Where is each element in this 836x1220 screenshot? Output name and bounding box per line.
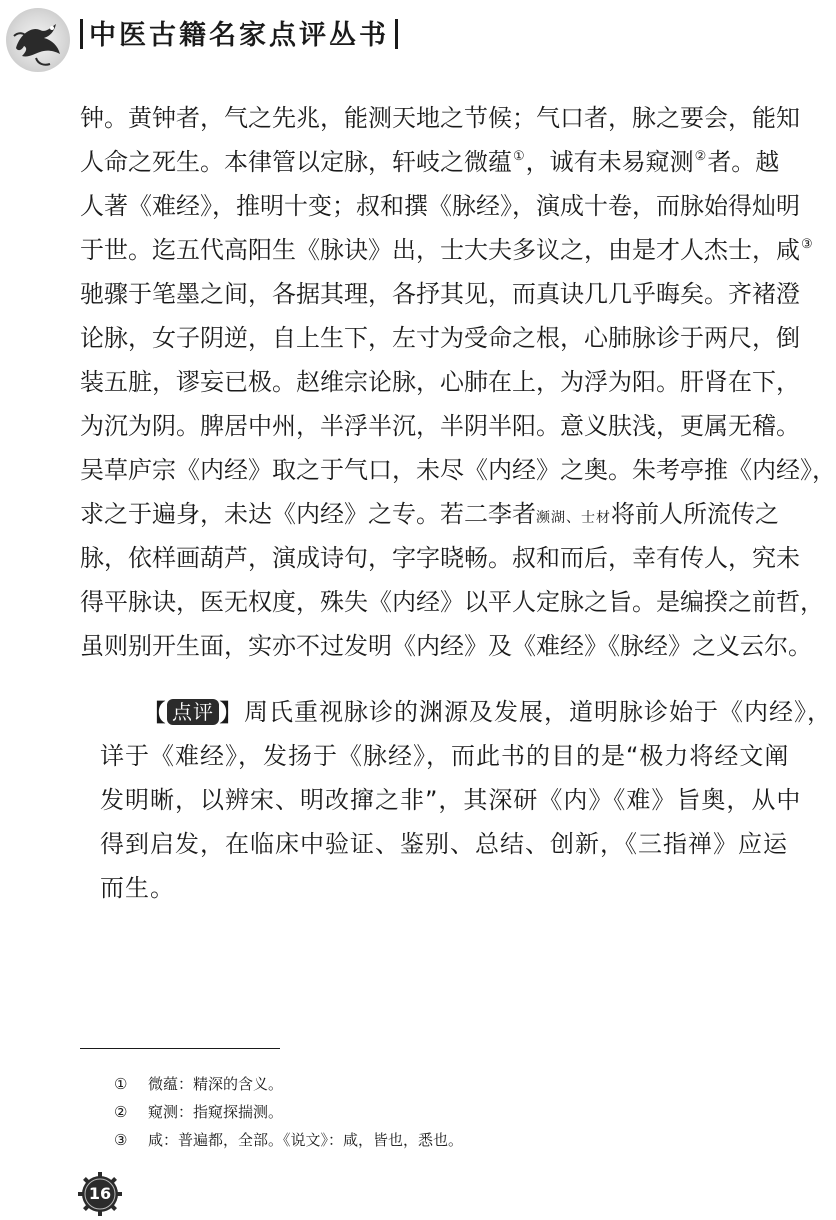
text-line: 于世。迄五代高阳生《脉诀》出，士大夫多议之，由是才人杰士，咸③ bbox=[80, 236, 813, 264]
footnote-ref[interactable]: ③ bbox=[801, 237, 813, 252]
text-line: 钟。黄钟者，气之先兆，能测天地之节候；气口者，脉之要会，能知 bbox=[80, 104, 800, 132]
text-line: 装五脏，谬妄已极。赵维宗论脉，心肺在上，为浮为阳。肝肾在下， bbox=[80, 368, 800, 396]
text-line: 得平脉诀，医无权度，殊失《内经》以平人定脉之旨。是编揆之前哲， bbox=[80, 588, 824, 616]
text-line: 虽则别开生面，实亦不过发明《内经》及《难经》《脉经》之义云尔。 bbox=[80, 632, 812, 660]
page-number: 16 bbox=[88, 1184, 112, 1203]
footnote-text: 咸：普遍都，全部。《说文》：咸，皆也，悉也。 bbox=[148, 1131, 464, 1149]
footnote-item bbox=[114, 1126, 774, 1154]
footnote-divider bbox=[80, 1048, 280, 1049]
title-bar-left bbox=[80, 19, 83, 49]
title-bar-right bbox=[395, 19, 398, 49]
footnote-mark: ③ bbox=[114, 1131, 128, 1149]
commentary-block bbox=[100, 690, 832, 910]
page-header bbox=[0, 0, 800, 80]
footnote-ref[interactable]: ② bbox=[694, 149, 707, 164]
dianping-label: 【 点评 】 bbox=[142, 699, 244, 727]
footnote-item bbox=[114, 1098, 774, 1126]
footnote-text: 窥测：指窥探揣测。 bbox=[148, 1103, 284, 1121]
footnote-ref[interactable]: ① bbox=[513, 149, 525, 164]
text-line: 为沉为阴。脾居中州，半浮半沉，半阴半阳。意义肤浅，更属无稽。 bbox=[80, 412, 800, 440]
footnote-mark: ① bbox=[114, 1075, 128, 1093]
dragon-emblem-icon bbox=[6, 8, 70, 72]
commentary-line: 【 点评 】周氏重视脉诊的渊源及发展，道明脉诊始于《内经》， bbox=[142, 690, 790, 734]
text-line: 人命之死生。本律管以定脉，轩岐之微蕴①，诚有未易窥测②者。越 bbox=[80, 148, 780, 176]
footnotes bbox=[114, 1070, 774, 1154]
commentary-line: 发明晰，以辨宋、明改撺之非”，其深研《内》《难》旨奥，从中 bbox=[100, 786, 802, 814]
text-line: 求之于遍身，未达《内经》之专。若二李者濒湖、士材将前人所流传之 bbox=[80, 500, 779, 528]
text-line: 人著《难经》，推明十变；叔和撰《脉经》，演成十卷，而脉始得灿明 bbox=[80, 192, 800, 220]
series-title bbox=[74, 16, 404, 56]
dianping-badge: 点评 bbox=[167, 699, 219, 725]
commentary-line: 而生。 bbox=[100, 874, 175, 902]
inline-note: 濒湖、士材 bbox=[536, 510, 611, 526]
footnote-text: 微蕴：精深的含义。 bbox=[148, 1075, 284, 1093]
text-line: 驰骤于笔墨之间，各据其理，各抒其见，而真诀几几乎晦矣。齐褚澄 bbox=[80, 280, 800, 308]
footnote-item bbox=[114, 1070, 774, 1098]
text-line: 吴草庐宗《内经》取之于气口，未尽《内经》之奥。朱考亭推《内经》， bbox=[80, 456, 836, 484]
commentary-line: 得到启发，在临床中验证、鉴别、总结、创新，《三指禅》应运 bbox=[100, 830, 788, 858]
text-line: 论脉，女子阴逆，自上生下，左寸为受命之根，心肺脉诊于两尺，倒 bbox=[80, 324, 800, 352]
main-text bbox=[80, 96, 836, 668]
series-title-text: 中医古籍名家点评丛书 bbox=[89, 20, 389, 51]
footnote-mark: ② bbox=[114, 1103, 128, 1121]
commentary-line: 详于《难经》，发扬于《脉经》，而此书的目的是“极力将经文阐 bbox=[100, 742, 790, 770]
text-line: 脉，依样画葫芦，演成诗句，字字晓畅。叔和而后，幸有传人，究未 bbox=[80, 544, 800, 572]
page-number-badge bbox=[78, 1172, 122, 1216]
